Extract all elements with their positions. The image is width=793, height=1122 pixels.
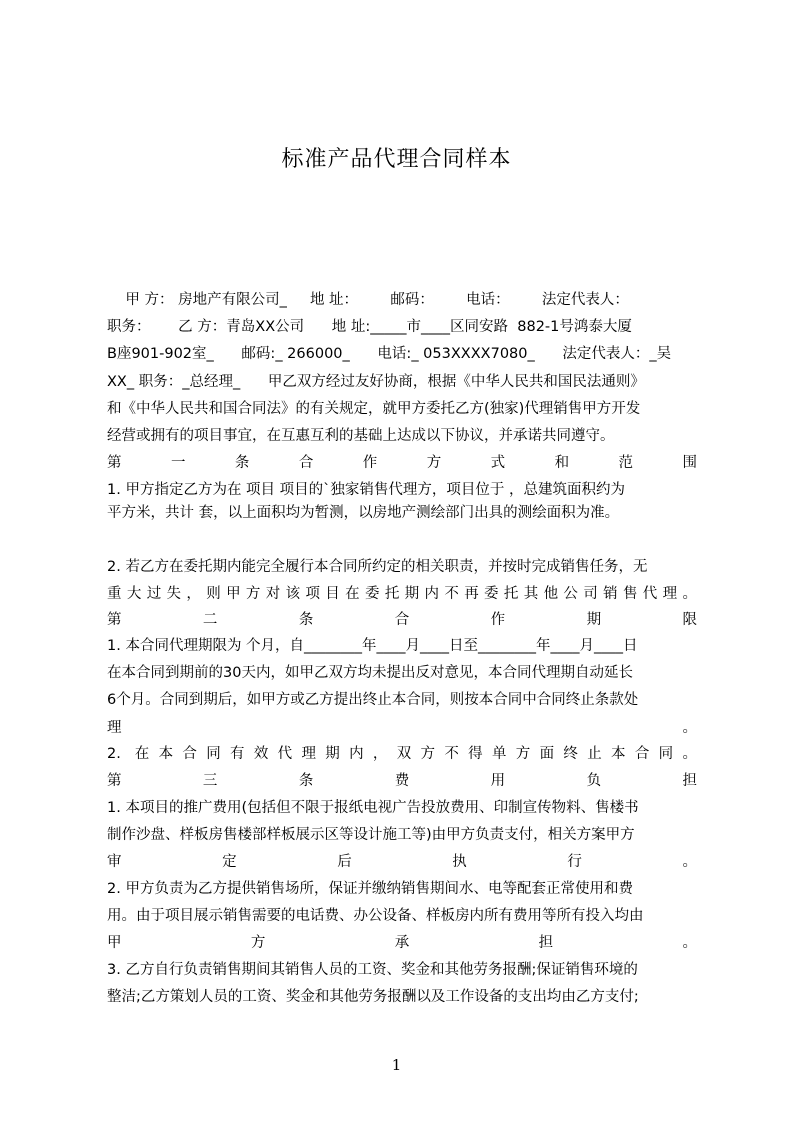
section-heading-3: 第 三 条 费 用 负 担 [107,773,697,789]
body-line: B座901-902室_ 邮码:_ 266000_ 电话:_ 053XXXX7080_ 法定代表人：_吴 [107,346,672,362]
body-line: 和《中华人民共和国合同法》的有关规定，就甲方委托乙方(独家)代理销售甲方开发 [107,401,641,417]
body-line: 在本合同到期前的30天内，如甲乙双方均未提出反对意见，本合同代理期自动延长 [107,665,633,681]
body-line: 经营或拥有的项目事宜，在互惠互利的基础上达成以下协议，并承诺共同遵守。 [107,428,615,444]
body-line: 2. 在本合同有效代理期内，双方不得单方面终止本合同。 [107,746,697,762]
body-line: 甲 方： 房地产有限公司_ 地 址： 邮码： 电话： 法定代表人： [107,292,629,308]
body-line: XX_ 职务：_总经理_ 甲乙双方经过友好协商，根据《中华人民共和国民法通则》 [107,374,645,390]
body-line: 重大过失，则甲方对该项目在委托期内不再委托其他公司销售代理。 [107,586,697,602]
body-line: 1. 本合同代理期限为 个月，自________年____月____日至________年____月____日 [107,638,638,654]
body-line: 整洁;乙方策划人员的工资、奖金和其他劳务报酬以及工作设备的支出均由乙方支付; [107,989,639,1005]
section-heading-1: 第 一 条 合 作 方 式 和 范 围 [107,455,697,471]
document-title: 标准产品代理合同样本 [281,147,512,172]
body-line: 审 定 后 执 行 。 [107,854,697,870]
body-line: 6个月。合同到期后，如甲方或乙方提出终止本合同，则按本合同中合同终止条款处 [107,692,639,708]
body-line: 3. 乙方自行负责销售期间其销售人员的工资、奖金和其他劳务报酬;保证销售环境的 [107,962,638,978]
body-line: 2. 甲方负责为乙方提供销售场所，保证并缴纳销售期间水、电等配套正常使用和费 [107,881,633,897]
body-line: 甲 方 承 担 。 [107,935,697,951]
page-number: 1 [391,1056,402,1074]
section-heading-2: 第 二 条 合 作 期 限 [107,612,697,628]
body-line: 用。由于项目展示销售需要的电话费、办公设备、样板房内所有费用等所有投入均由 [107,908,644,924]
body-line: 制作沙盘、样板房售楼部样板展示区等设计施工等)由甲方负责支付，相关方案甲方 [107,827,635,843]
body-line: 职务： 乙 方：青岛XX公司 地 址:_____市____区同安路 882-1号鸿泰大厦 [107,319,632,335]
body-line: 理 。 [107,720,697,736]
body-line: 平方米，共计 套，以上面积均为暂测，以房地产测绘部门出具的测绘面积为准。 [107,505,620,521]
body-line: 1. 本项目的推广费用(包括但不限于报纸电视广告投放费用、印制宣传物料、售楼书 [107,800,639,816]
body-line: 1. 甲方指定乙方为在 项目 项目的`独家销售代理方，项目位于 ，总建筑面积约为 [107,482,626,498]
body-line: 2. 若乙方在委托期内能完全履行本合同所约定的相关职责，并按时完成销售任务，无 [107,559,648,575]
